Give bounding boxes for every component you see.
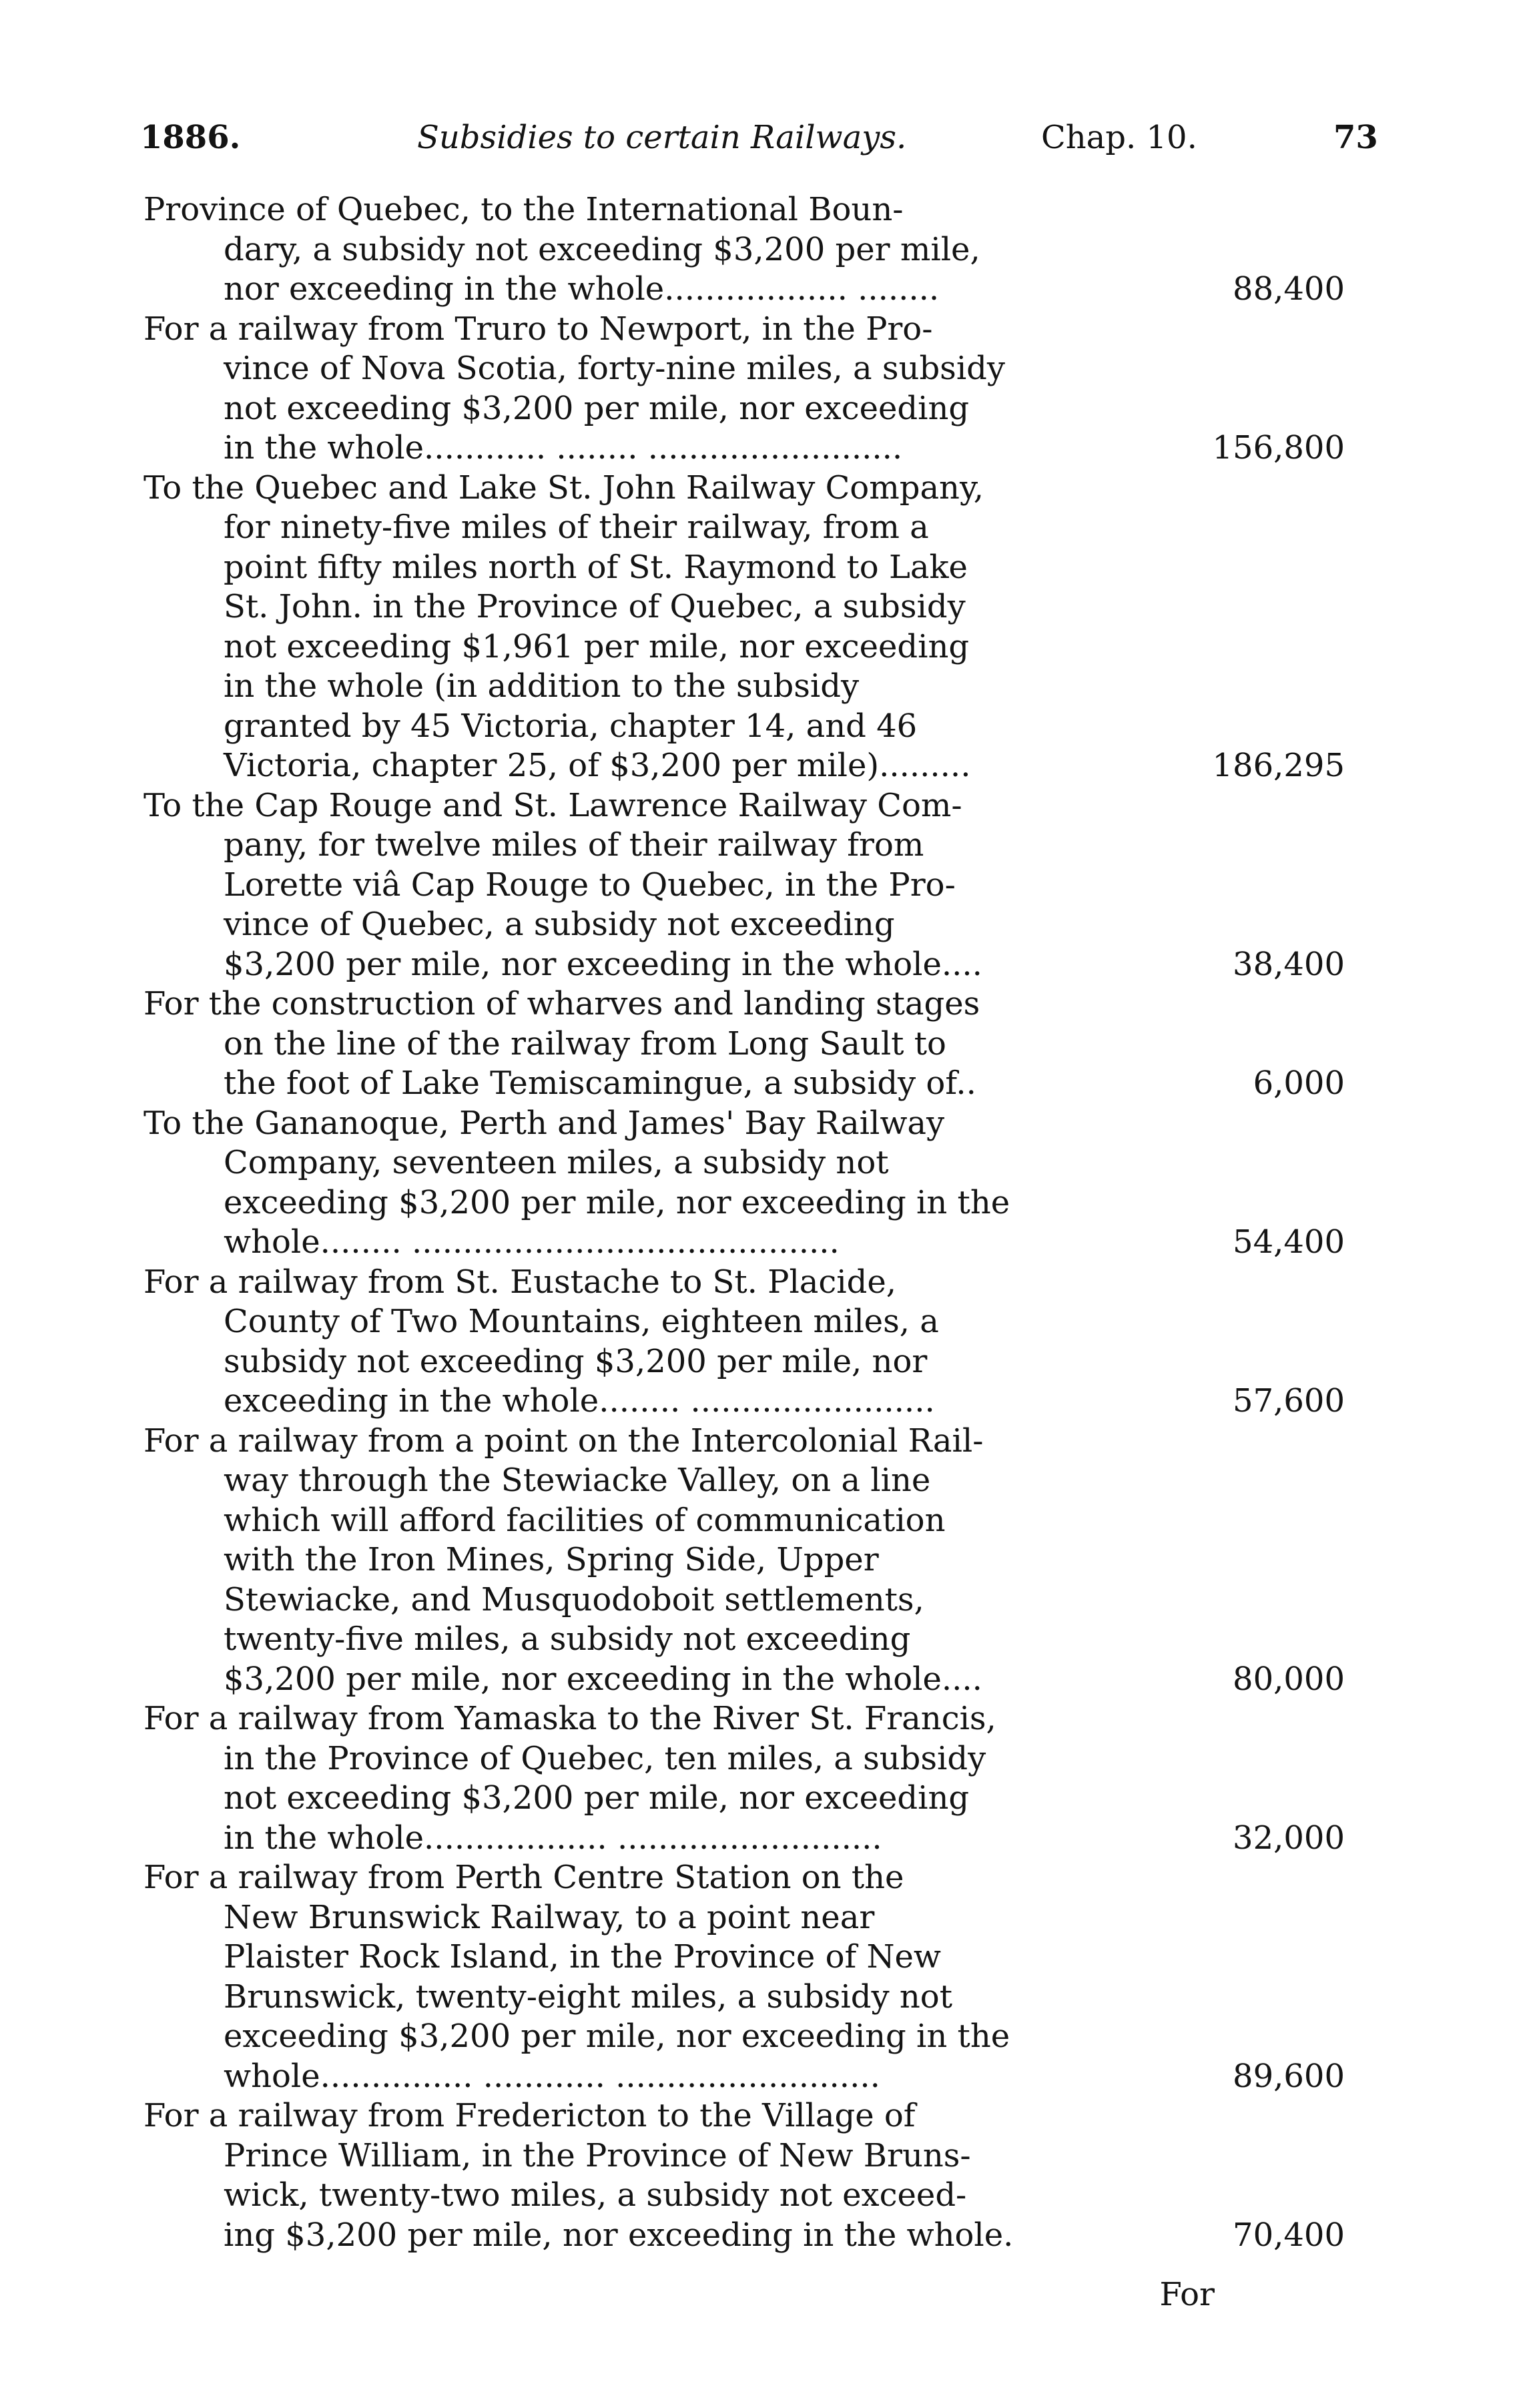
- subsidy-entry: [143, 190, 1345, 310]
- header-chapter: Chap. 10.: [1041, 119, 1197, 156]
- header-title: Subsidies to certain Railways.: [417, 119, 907, 156]
- entry-text: For a railway from a point on the Intercolonial Rail- way through the Stewiacke Valley, on a line which will afford facilities of communication with the Iron Mines, Spring Side, Upper Stewiacke, and Musquodoboit settlements, twenty-five miles, a subsidy not exceeding $3,200 per mile, nor exceeding in the whole....: [143, 1422, 984, 1698]
- entry-amount: 186,295: [1212, 747, 1345, 784]
- subsidy-entry: [143, 469, 1345, 786]
- entry-text: For a railway from Truro to Newport, in the Pro- vince of Nova Scotia, forty-nine miles, a subsidy not exceeding $3,200 per mile, nor exceeding in the whole............ ........ .........................: [143, 310, 1006, 467]
- entry-amount: 156,800: [1212, 429, 1345, 467]
- page-number: 73: [1333, 119, 1378, 156]
- entry-text: For a railway from Perth Centre Station on the New Brunswick Railway, to a point near Plaister Rock Island, in the Province of New Brunswick, twenty-eight miles, a subsidy not exceeding $3,200 per mile, nor exceeding in the whole............... ............ ..........................: [143, 1859, 1010, 2095]
- subsidy-entry: [143, 1104, 1345, 1263]
- subsidy-entry: [143, 310, 1345, 469]
- subsidy-entry: [143, 984, 1345, 1104]
- entry-text: To the Cap Rouge and St. Lawrence Railway Com- pany, for twelve miles of their railway from Lorette viâ Cap Rouge to Quebec, in the Pro- vince of Quebec, a subsidy not exceeding $3,200 per mile, nor exceeding in the whole....: [143, 786, 982, 983]
- entry-amount: 6,000: [1253, 1065, 1345, 1102]
- subsidy-entry: [143, 1263, 1345, 1422]
- entry-text: For the construction of wharves and landing stages on the line of the railway from Long Sault to the foot of Lake Temiscamingue, a subsidy of..: [143, 985, 980, 1102]
- entry-text: Province of Quebec, to the International Boun- dary, a subsidy not exceeding $3,200 per mile, nor exceeding in the whole.................. ........: [143, 191, 980, 308]
- entry-text: For a railway from St. Eustache to St. Placide, County of Two Mountains, eighteen miles, a subsidy not exceeding $3,200 per mile, nor exceeding in the whole........ ........................: [143, 1263, 939, 1420]
- entry-amount: 89,600: [1233, 2057, 1345, 2095]
- entry-amount: 57,600: [1233, 1382, 1345, 1420]
- entry-text: To the Quebec and Lake St. John Railway Company, for ninety-five miles of their railway, from a point fifty miles north of St. Raymond to Lake St. John. in the Province of Quebec, a subsidy not exceeding $1,961 per mile, nor exceeding in the whole (in addition to the subsidy granted by 45 Victoria, chapter 14, and 46 Victoria, chapter 25, of $3,200 per mile).........: [143, 469, 984, 784]
- entry-amount: 32,000: [1233, 1819, 1345, 1857]
- entry-amount: 70,400: [1233, 2216, 1345, 2254]
- entry-text: For a railway from Yamaska to the River St. Francis, in the Province of Quebec, ten miles, a subsidy not exceeding $3,200 per mile, nor exceeding in the whole.................. ..........................: [143, 1700, 996, 1857]
- subsidy-list: [143, 190, 1345, 2255]
- entry-text: For a railway from Fredericton to the Village of Prince William, in the Province of New Bruns- wick, twenty-two miles, a subsidy not exceed- ing $3,200 per mile, nor exceeding in the whole.: [143, 2097, 1014, 2254]
- header-year: 1886.: [140, 119, 241, 156]
- entry-amount: 88,400: [1233, 270, 1345, 308]
- subsidy-entry: [143, 1858, 1345, 2096]
- subsidy-entry: [143, 1699, 1345, 1858]
- catchword: For: [1159, 2276, 1215, 2313]
- entry-amount: 38,400: [1233, 945, 1345, 983]
- subsidy-entry: [143, 2096, 1345, 2255]
- subsidy-entry: [143, 1422, 1345, 1700]
- running-header: [0, 119, 1539, 172]
- entry-amount: 54,400: [1233, 1223, 1345, 1261]
- subsidy-entry: [143, 786, 1345, 985]
- entry-amount: 80,000: [1233, 1660, 1345, 1698]
- entry-text: To the Gananoque, Perth and James' Bay Railway Company, seventeen miles, a subsidy not exceeding $3,200 per mile, nor exceeding in the whole........ ..........................................: [143, 1104, 1010, 1261]
